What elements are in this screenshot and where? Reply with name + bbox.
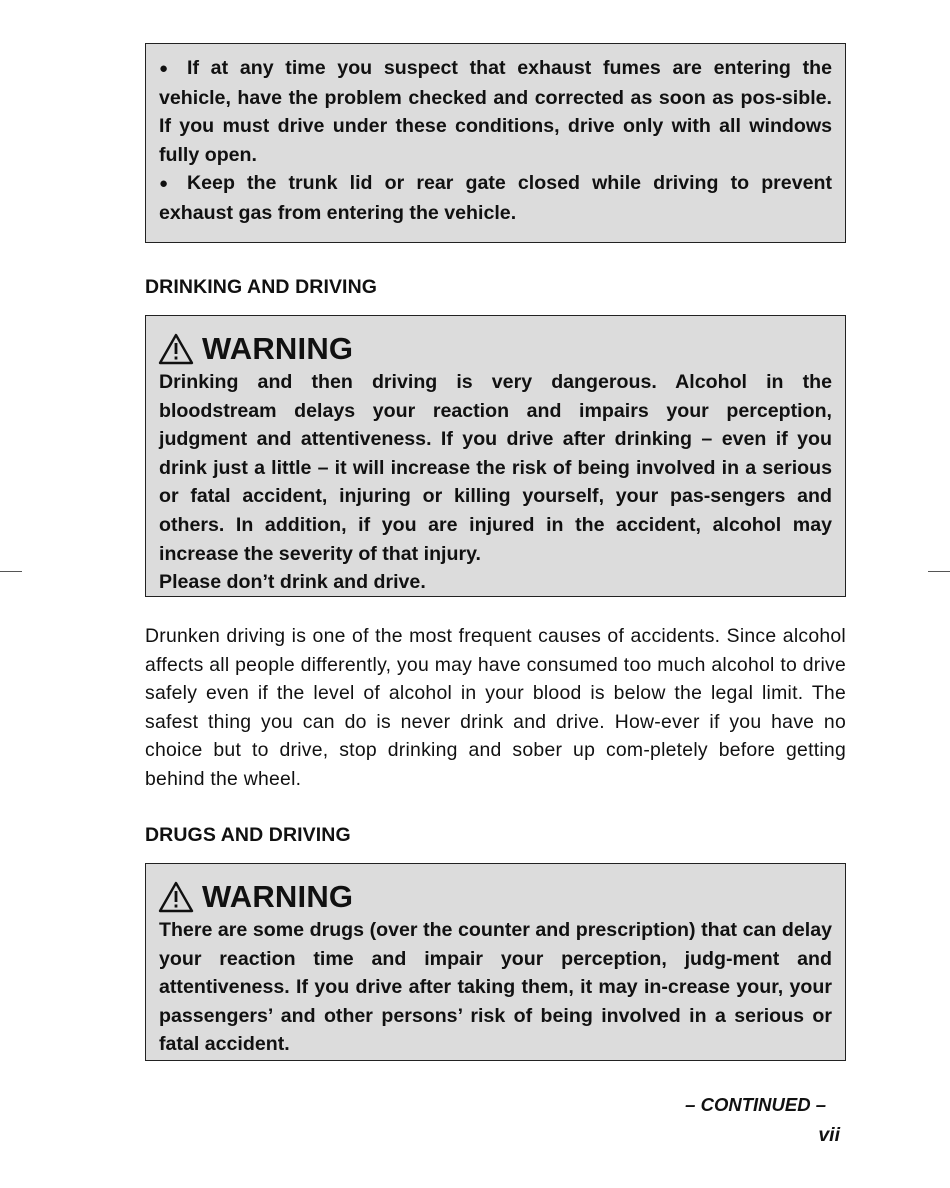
crop-mark-right bbox=[928, 571, 950, 572]
crop-mark-left bbox=[0, 571, 22, 572]
warning-text-drugs: There are some drugs (over the counter and prescription) that can delay your reaction time and impair your perception, judg-ment and attentiveness. If you drive after taking them, it may in-crease your, your passengers’ and other persons’ risk of being involved in a serious or fatal accident. bbox=[159, 919, 832, 1056]
caution-bullet-exhaust-fumes: ● If at any time you suspect that exhaust fumes are entering the vehicle, have the problem checked and corrected as soon as pos-sible. If you must drive under these conditions, drive only with all windows fully open. bbox=[159, 54, 832, 169]
caution-box-exhaust bbox=[145, 43, 846, 243]
warning-title: WARNING bbox=[202, 331, 354, 366]
body-paragraph-drinking: Drunken driving is one of the most frequent causes of accidents. Since alcohol affects all people differently, you may have consumed too much alcohol to drive safely even if the level of alcohol in your blood is below the legal limit. The safest thing you can do is never drink and drive. How-ever if you have no choice but to drive, stop drinking and sober up com-pletely before getting behind the wheel. bbox=[145, 625, 846, 790]
warning-header bbox=[159, 324, 832, 366]
caution-bullet-trunk-lid: ● Keep the trunk lid or rear gate closed while driving to prevent exhaust gas from entering the vehicle. bbox=[159, 169, 832, 227]
continued-label: – CONTINUED – bbox=[685, 1094, 826, 1115]
warning-box-drugs bbox=[145, 863, 846, 1061]
section-heading-drugs: DRUGS AND DRIVING bbox=[145, 824, 351, 846]
warning-header bbox=[159, 872, 832, 914]
warning-closing-drinking: Please don’t drink and drive. bbox=[159, 571, 426, 594]
warning-title: WARNING bbox=[202, 879, 354, 914]
warning-triangle-icon bbox=[158, 880, 194, 914]
warning-triangle-icon bbox=[158, 332, 194, 366]
page-number: vii bbox=[818, 1124, 840, 1146]
warning-box-drinking bbox=[145, 315, 846, 597]
warning-text-drinking: Drinking and then driving is very dangerous. Alcohol in the bloodstream delays your reaction and impairs your perception, judgment and attentiveness. If you drive after drinking – even if you drink just a little – it will increase the risk of being involved in a serious or fatal accident, injuring or killing yourself, your pas-sengers and others. In addition, if you are injured in the accident, alcohol may increase the severity of that injury. bbox=[159, 371, 832, 565]
section-heading-drinking: DRINKING AND DRIVING bbox=[145, 276, 378, 298]
